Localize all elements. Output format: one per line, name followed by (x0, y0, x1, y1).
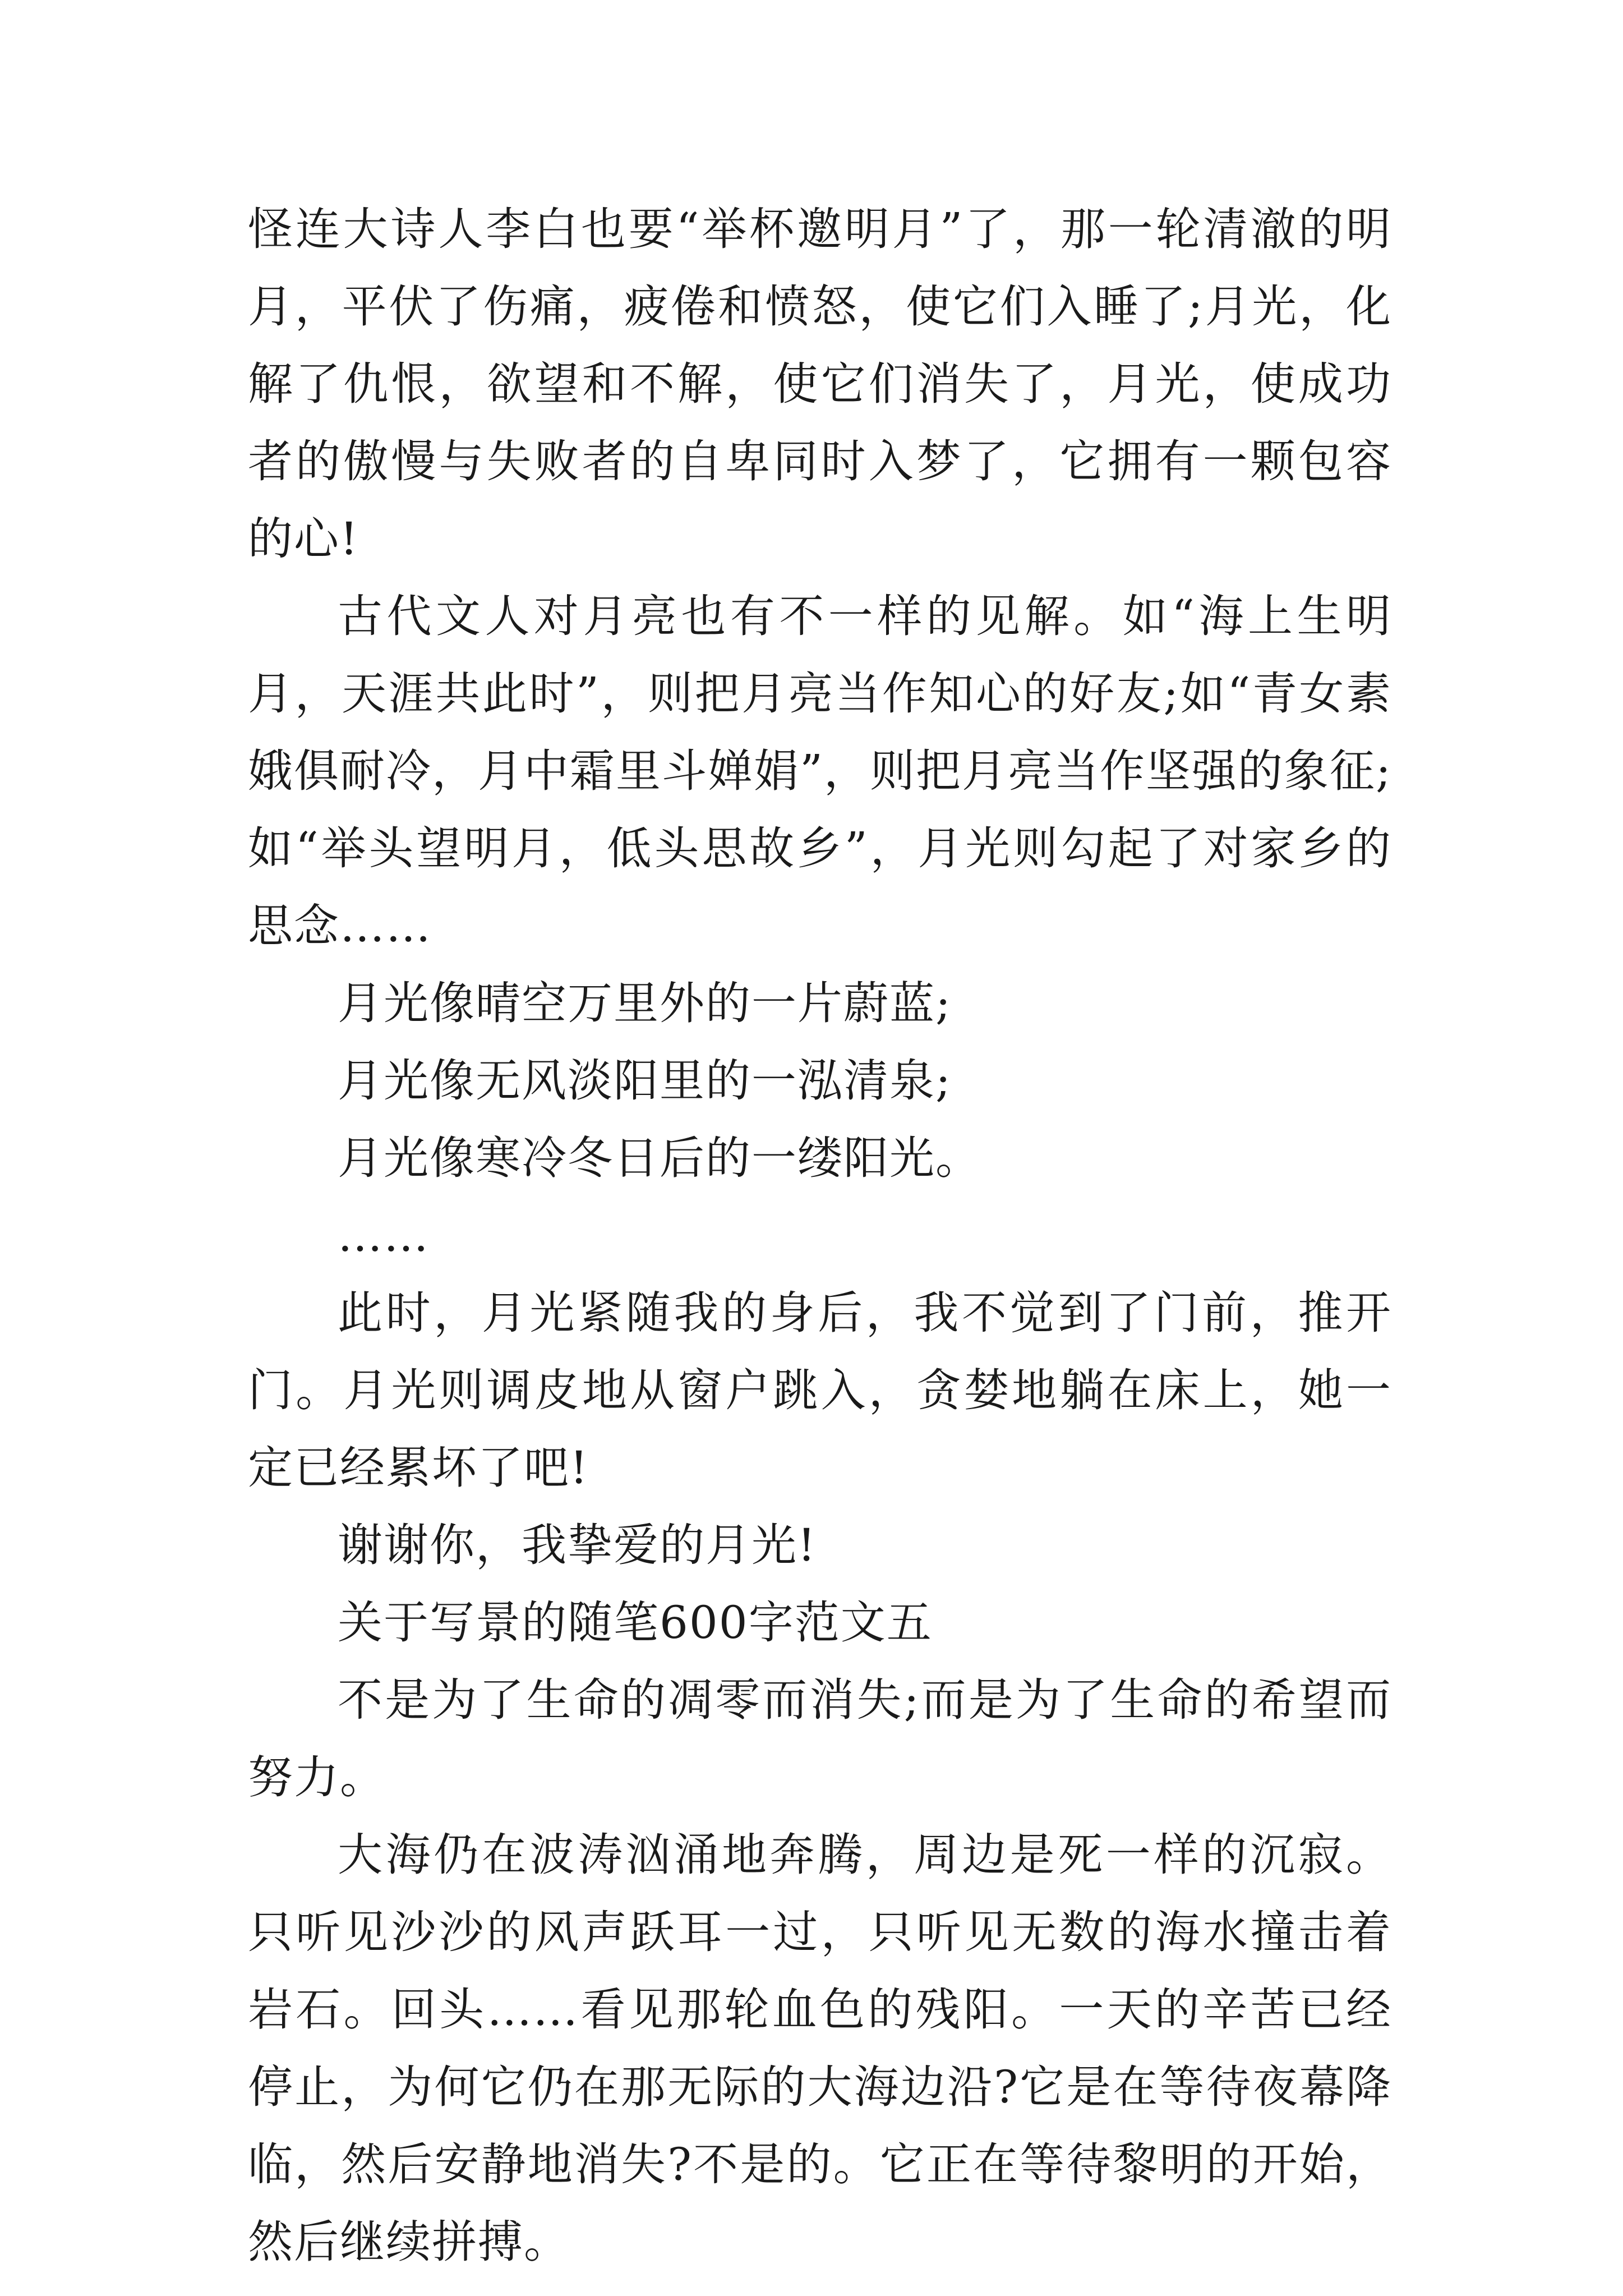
paragraph-3: 月光像晴空万里外的一片蔚蓝; (338, 977, 952, 1029)
document-body (248, 191, 1392, 2281)
paragraph-6: …… (338, 1209, 430, 1262)
paragraph-1: 怪连大诗人李白也要“举杯邀明月”了，那一轮清澈的明月，平伏了伤痛，疲倦和愤怒，使它们入睡了;月光，化解了仇恨，欲望和不解，使它们消失了，月光，使成功者的傲慢与失败者的自卑同时入梦了，它拥有一颗包容的心! (248, 203, 1392, 565)
paragraph-4: 月光像无风淡阳里的一泓清泉; (338, 1055, 952, 1107)
paragraph-8: 谢谢你，我挚爱的月光! (338, 1519, 817, 1571)
paragraph-2: 古代文人对月亮也有不一样的见解。如“海上生明月，天涯共此时”，则把月亮当作知心的好友;如“青女素娥俱耐冷，月中霜里斗婵娟”，则把月亮当作坚强的象征;如“举头望明月，低头思故乡”，月光则勾起了对家乡的思念…… (248, 590, 1392, 952)
section-heading: 关于写景的随笔600字范文五 (338, 1596, 933, 1649)
paragraph-10: 不是为了生命的凋零而消失;而是为了生命的希望而努力。 (248, 1674, 1392, 1803)
paragraph-7: 此时，月光紧随我的身后，我不觉到了门前，推开门。月光则调皮地从窗户跳入，贪婪地躺在床上，她一定已经累坏了吧! (248, 1287, 1392, 1494)
paragraph-11: 大海仍在波涛汹涌地奔腾，周边是死一样的沉寂。只听见沙沙的风声跃耳一过，只听见无数的海水撞击着岩石。回头……看见那轮血色的残阳。一天的辛苦已经停止，为何它仍在那无际的大海边沿?它是在等待夜幕降临，然后安静地消失?不是的。它正在等待黎明的开始，然后继续拼搏。 (248, 1829, 1392, 2268)
paragraph-5: 月光像寒冷冬日后的一缕阳光。 (338, 1132, 981, 1184)
